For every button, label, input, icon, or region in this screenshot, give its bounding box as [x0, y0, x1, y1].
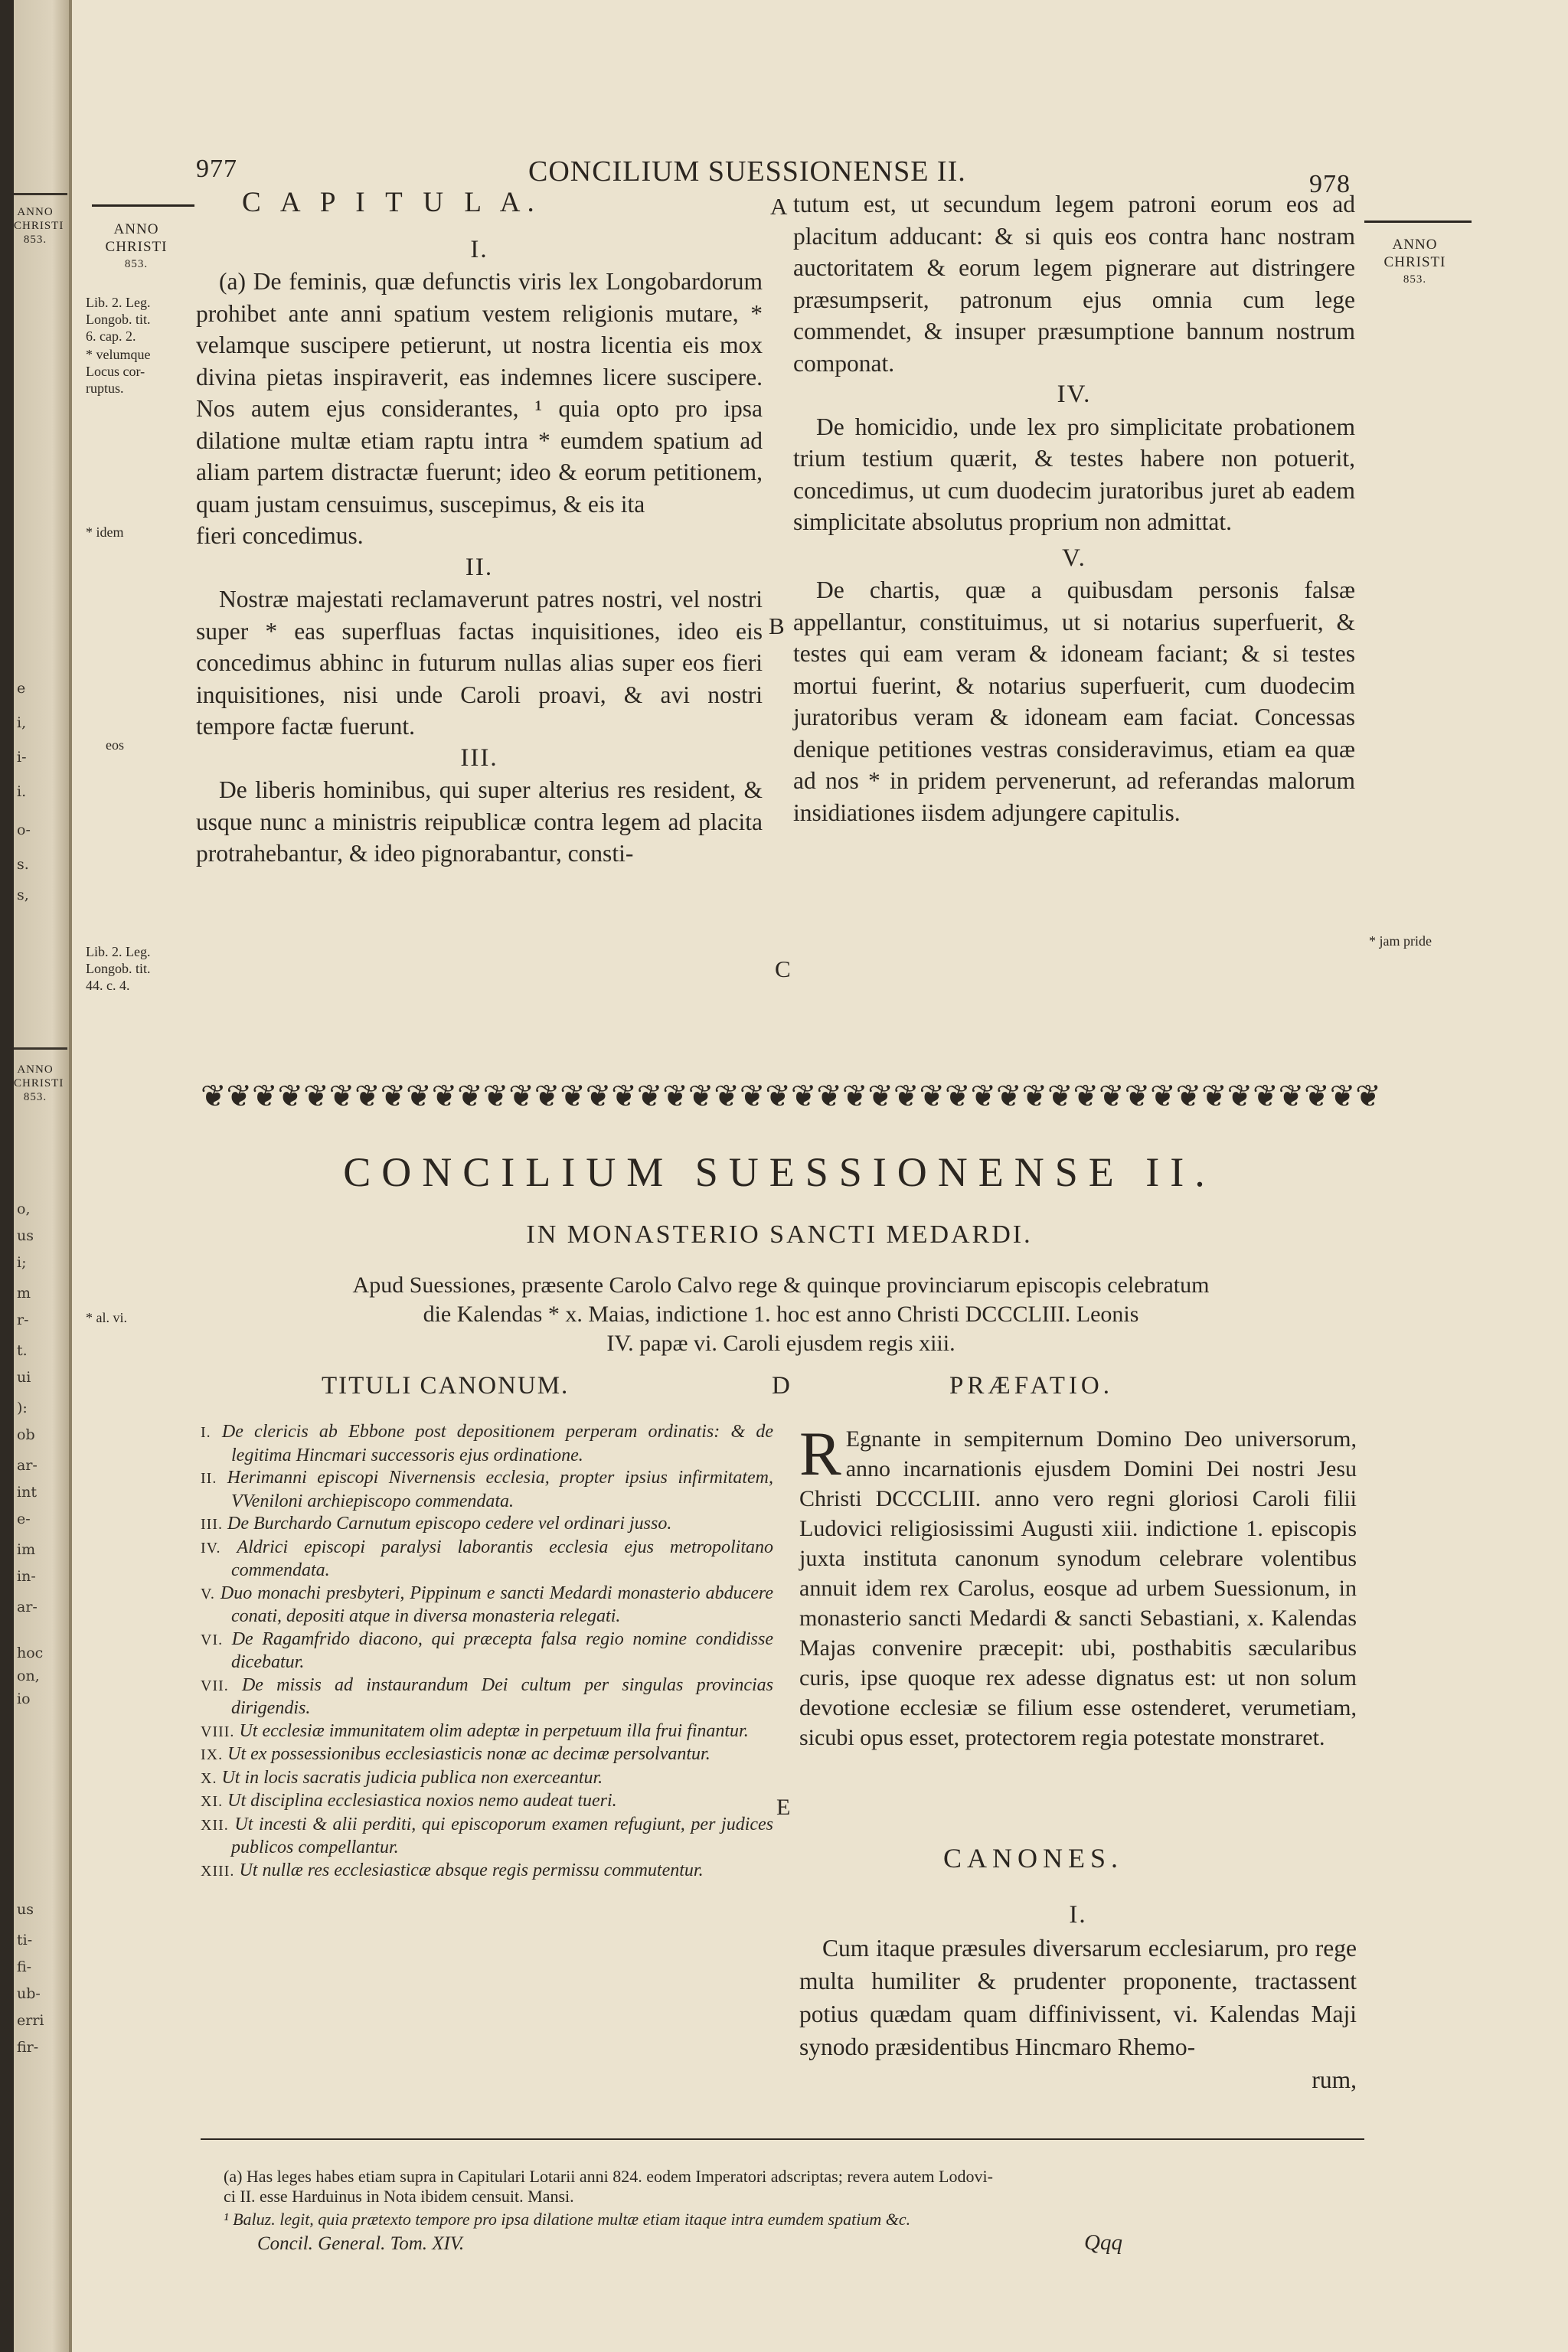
titulus-item	[201, 1720, 773, 1744]
ornament-glyph: ❦	[893, 1079, 920, 1114]
ornament-glyph: ❦	[457, 1079, 483, 1114]
ornament-glyph: ❦	[277, 1079, 304, 1114]
ornament-glyph: ❦	[841, 1079, 868, 1114]
titulus-text: Ut disciplina ecclesiastica noxios nemo audeat tueri.	[227, 1791, 617, 1811]
previous-page-anno: ANNO CHRISTI 853.	[14, 1063, 64, 1103]
section-marker-c: C	[775, 956, 791, 982]
ornament-glyph: ❦	[201, 1079, 227, 1114]
ornament-glyph: ❦	[714, 1079, 740, 1114]
previous-page-fragment: fir-	[17, 2039, 39, 2056]
titulus-text: Ut ecclesiæ immunitatem olim adeptæ in perpetuum illa frui finantur.	[239, 1720, 749, 1741]
page-number-left: 977	[196, 155, 237, 183]
council-title: CONCILIUM SUESSIONENSE II.	[343, 1149, 1216, 1195]
margin-note-idem: * idem	[86, 524, 124, 540]
ornament-glyph: ❦	[688, 1079, 714, 1114]
chapter-number: I.	[470, 235, 488, 263]
previous-page-fragment: in-	[17, 1568, 36, 1585]
anno-christi-right: ANNO CHRISTI 853.	[1383, 237, 1446, 286]
titulus-text: Herimanni episcopi Nivernensis ecclesia, propter ipsius infirmitatem, VVeniloni archiepiscopo commendata.	[227, 1468, 773, 1511]
titulus-text: Ut incesti & alii perditi, qui episcoporum examen refugiunt, per judices publicos compellantur.	[231, 1814, 774, 1857]
titulus-number: IV.	[201, 1539, 237, 1557]
chapter-text: De homicidio, unde lex pro simplicitate probationem trium testium quærit, & testes habere non potuerit, concedimus, ut cum duodecim juratoribus juret ab eadem simplicitate absolutus proprium non admittat.	[793, 413, 1355, 535]
previous-page-fragment: hoc	[17, 1645, 44, 1661]
ornament-glyph: ❦	[1150, 1079, 1176, 1114]
ornament-glyph: ❦	[1175, 1079, 1202, 1114]
ornament-glyph: ❦	[1021, 1079, 1048, 1114]
ornament-glyph: ❦	[611, 1079, 637, 1114]
previous-page-fragment: ob	[17, 1426, 35, 1443]
catchword: rum,	[1312, 2066, 1357, 2093]
ornament-glyph: ❦	[406, 1079, 432, 1114]
previous-page-fragment: m	[17, 1285, 31, 1302]
titulus-item	[201, 1674, 773, 1720]
ornament-glyph: ❦	[431, 1079, 458, 1114]
ornament-glyph: ❦	[662, 1079, 688, 1114]
titulus-item	[201, 1767, 773, 1791]
titulus-text: De missis ad instaurandum Dei cultum per singulas provincias dirigendis.	[231, 1674, 773, 1718]
canon-number: I.	[1069, 1901, 1087, 1929]
ornament-glyph: ❦	[534, 1079, 560, 1114]
page-edge	[69, 0, 72, 2352]
ornament-glyph: ❦	[1099, 1079, 1125, 1114]
titulus-item	[201, 1583, 773, 1628]
titulus-text: De Burchardo Carnutum episcopo cedere vel ordinari jusso.	[227, 1514, 672, 1534]
previous-page-rule	[14, 1047, 67, 1050]
ornament-glyph: ❦	[765, 1079, 791, 1114]
running-title: CONCILIUM SUESSIONENSE II.	[528, 155, 966, 188]
titulus-item	[201, 1421, 773, 1467]
left-column	[196, 187, 763, 870]
section-marker-e: E	[776, 1795, 791, 1820]
chapter-number: II.	[465, 553, 494, 581]
ornament-glyph: ❦	[1304, 1079, 1330, 1114]
ornament-glyph: ❦	[252, 1079, 278, 1114]
titulus-number: X.	[201, 1769, 222, 1787]
titulus-item	[201, 1814, 773, 1860]
chapter-number: V.	[1062, 544, 1086, 572]
anno-rule-left	[92, 204, 194, 207]
previous-page-fragment: fi-	[17, 1958, 32, 1975]
chapter-text: (a) De feminis, quæ defunctis viris lex Longobardorum prohibet ante anni spatium vestem religionis mutare, * velamque suscipere petierunt, ut nostra licentia eis mox divina pietas inspiraverit, eas indemnes licere suscipere. Nos autem ejus considerantes, ¹ quia opto pro ipsa dilatione multæ etiam raptu intra * eumdem spatium ad aliam partem distractæ fuerunt; ideo & eorum petitionem, quam justam censuimus, suscepimus, & eis ita	[196, 268, 763, 518]
ornament-glyph: ❦	[226, 1079, 253, 1114]
ornament-glyph: ❦	[1355, 1079, 1381, 1114]
ornament-glyph: ❦	[970, 1079, 996, 1114]
ornament-glyph: ❦	[303, 1079, 329, 1114]
anno-rule-right	[1364, 220, 1472, 223]
margin-note-corrupt: * velumque Locus cor- ruptus.	[86, 347, 151, 396]
previous-page-fragment: ar-	[17, 1599, 38, 1615]
ornament-glyph: ❦	[1047, 1079, 1073, 1114]
titulus-text: Duo monachi presbyteri, Pippinum e sancti Medardi monasterio abducere conati, depositi atque in diversa monasteria relegati.	[220, 1583, 773, 1626]
titulus-text: De clericis ab Ebbone post depositionem perperam ordinatis: & de legitima Hincmari successoris ejus ordinatione.	[221, 1422, 773, 1465]
praefatio	[799, 1419, 1357, 1753]
titulus-number: III.	[201, 1516, 227, 1533]
ornament-glyph: ❦	[1227, 1079, 1253, 1114]
canones-heading: CANONES.	[943, 1843, 1124, 1873]
previous-page-fragment: s,	[17, 887, 29, 903]
margin-note-al: * al. vi.	[86, 1310, 127, 1325]
titulus-item	[201, 1537, 773, 1583]
footnote-b: ¹ Baluz. legit, quia prætexto tempore pro ipsa dilatione multæ etiam itaque intra eumdem spatium &c.	[224, 2210, 911, 2229]
ornament-glyph: ❦	[995, 1079, 1022, 1114]
previous-page-fragment: on,	[17, 1668, 40, 1684]
previous-page-fragment: erri	[17, 2012, 44, 2029]
previous-page-fragment: s.	[17, 856, 29, 873]
previous-page-fragment: io	[17, 1690, 31, 1707]
previous-page-fragment: i.	[17, 783, 27, 800]
titulus-number: I.	[201, 1424, 222, 1441]
previous-page-fragment: i;	[17, 1254, 27, 1271]
council-subtitle: IN MONASTERIO SANCTI MEDARDI.	[526, 1220, 1033, 1249]
margin-note-right: * jam pride	[1369, 933, 1432, 949]
previous-page-fragment: us	[17, 1901, 34, 1918]
ornament-glyph: ❦	[354, 1079, 381, 1114]
footer-gathering-mark: Qqq	[1084, 2230, 1122, 2255]
ornament-glyph: ❦	[816, 1079, 842, 1114]
previous-page-fragment: o-	[17, 822, 31, 838]
chapter-text: De liberis hominibus, qui super alterius res resident, & usque nunc a ministris reipublicæ contra legem ad placita protrahebantur, & ideo pignorabantur, consti-	[196, 776, 763, 867]
titulus-item	[201, 1628, 773, 1674]
titulus-number: II.	[201, 1470, 227, 1487]
drop-cap: R	[799, 1419, 841, 1488]
ornament-glyph: ❦	[560, 1079, 586, 1114]
previous-page-fragment: im	[17, 1541, 36, 1558]
margin-note-lib-2: Lib. 2. Leg. Longob. tit. 44. c. 4.	[86, 944, 151, 993]
previous-page-fragment: e-	[17, 1511, 31, 1527]
chapter-text: De chartis, quæ a quibusdam personis falsæ appellantur, constituimus, ut si notarius superfuerit, & testes qui eam veram & idoneam faciant; & si testes mortui fuerint, & notarius superfuerit, cum duodecim juratoribus veram & idoneam eam faciat. Concessas denique petitiones vestras consideravimus, etiam ea quæ ad nos * in pridem pervenerunt, ad referandas malorum insidiationes iisdem adjungere capitulis.	[793, 577, 1355, 826]
praefatio-text: R Egnante in sempiternum Domino Deo universorum, anno incarnationis ejusdem Domini Dei nostri Jesu Christi DCCCLIII. anno vero regni gloriosi Caroli filii Ludovici religiosissimi Augusti xiii. indictione 1. episcopis juxta instituta canonum synodum celebrare volentibus annuit idem rex Carolus, eosque ad urbem Suessionum, in monasterio sancti Medardi & sancti Sebastiani, x. Kalendas Majas convenire præcepit: ubi, posthabitis sæcularibus curis, ipse quoque rex adesse dignatus est: ut non solum devotione ecclesiæ se filium esse ostenderet, verumetiam, sicubi opus esset, protectorem regia potestate monstraret.	[799, 1419, 1357, 1750]
titulus-text: De Ragamfrido diacono, qui præcepta falsa regio nomine condidisse dicebatur.	[231, 1628, 773, 1672]
section-marker-b: B	[769, 612, 785, 639]
previous-page-fragment: ar-	[17, 1457, 38, 1474]
previous-page-fragment: e	[17, 680, 26, 697]
footnote-rule	[201, 2138, 1364, 2140]
ornament-glyph: ❦	[1073, 1079, 1099, 1114]
ornament-glyph: ❦	[1329, 1079, 1356, 1114]
chapter-text: tutum est, ut secundum legem patroni eorum eos ad placitum adducant: & si quis eos contra hanc nostram auctoritatem & eorum legem pignerare aut distringere præsumpserit, patronum ejus omnia cum lege commendet, & insuper præsumptione bannum nostrum componat.	[793, 191, 1355, 377]
previous-page-fragment: us	[17, 1227, 34, 1244]
titulus-number: XIII.	[201, 1862, 240, 1880]
previous-page-anno: ANNO CHRISTI 853.	[14, 206, 64, 246]
titulus-item	[201, 1860, 773, 1883]
previous-page-fragment: ):	[17, 1400, 28, 1416]
titulus-item	[201, 1513, 773, 1537]
previous-page-fragment: i,	[17, 714, 27, 731]
chapter-text: fieri concedimus.	[196, 522, 364, 549]
footer-signature-line: Concil. General. Tom. XIV.	[257, 2233, 465, 2254]
capitula-heading: C A P I T U L A.	[242, 187, 541, 218]
titulus-text: Aldrici episcopi paralysi laborantis ecclesia ejus metropolitano commendata.	[231, 1537, 773, 1580]
tituli-list	[201, 1421, 773, 1883]
previous-page-fragment: int	[17, 1484, 37, 1501]
binding-gutter	[0, 0, 14, 2352]
titulus-number: XI.	[201, 1793, 228, 1810]
section-marker-a: A	[770, 193, 788, 220]
previous-page-fragment: ui	[17, 1369, 31, 1386]
titulus-number: V.	[201, 1585, 220, 1602]
titulus-number: IX.	[201, 1746, 228, 1763]
ornament-glyph: ❦	[1201, 1079, 1227, 1114]
ornament-glyph: ❦	[867, 1079, 893, 1114]
canon-text: Cum itaque præsules diversarum ecclesiarum, pro rege multa humiliter & prudenter proponente, tractassent potius quædam quam diffinivissent, vi. Kalendas Maji synodo præsidentibus Hincmaro Rhemo-	[799, 1935, 1357, 2060]
previous-page-fragment: ti-	[17, 1932, 33, 1949]
titulus-text: Ut in locis sacratis judicia publica non exerceantur.	[221, 1767, 603, 1788]
chapter-number: III.	[460, 743, 498, 772]
ornament-glyph: ❦	[790, 1079, 817, 1114]
chapter-text: Nostræ majestati reclamaverunt patres nostri, vel nostri super * eas superfluas factas inquisitiones, ideo eis concedimus abhinc in futurum nullas alias super eos fieri inquisitiones, nisi unde Caroli proavi, & avi nostri tempore factæ fuerunt.	[196, 586, 763, 740]
titulus-item	[201, 1790, 773, 1814]
previous-page-rule	[14, 193, 67, 195]
praefatio-heading: PRÆFATIO.	[949, 1372, 1114, 1400]
previous-page-fragment: i-	[17, 749, 27, 766]
ornament-glyph: ❦	[508, 1079, 534, 1114]
ornament-glyph: ❦	[328, 1079, 355, 1114]
ornament-glyph: ❦	[482, 1079, 509, 1114]
previous-page-fragment: o,	[17, 1200, 31, 1217]
ornament-glyph: ❦	[944, 1079, 971, 1114]
previous-page-fragment: ub-	[17, 1985, 41, 2002]
ornament-glyph: ❦	[1278, 1079, 1305, 1114]
titulus-item	[201, 1743, 773, 1767]
right-column	[793, 188, 1355, 828]
anno-christi-left: ANNO CHRISTI 853.	[105, 221, 168, 270]
footnote-a: (a) Has leges habes etiam supra in Capitulari Lotarii anni 824. eodem Imperatori adscriptas; revera autem Lodovi- ci II. esse Harduinus in Nota ibidem censuit. Mansi.	[224, 2167, 993, 2206]
ornament-glyph: ❦	[739, 1079, 766, 1114]
titulus-number: XII.	[201, 1816, 235, 1834]
ornament-glyph: ❦	[1124, 1079, 1151, 1114]
previous-page-fragment: r-	[17, 1312, 29, 1328]
canon-1	[799, 1899, 1357, 2096]
chapter-number: IV.	[1057, 381, 1092, 408]
page-number-right: 978	[1309, 170, 1351, 198]
previous-page-fragment: t.	[17, 1342, 28, 1359]
titulus-text: Ut ex possessionibus ecclesiasticis nonæ ac decimæ persolvantur.	[227, 1744, 710, 1764]
titulus-text: Ut nullæ res ecclesiasticæ absque regis permissu commutentur.	[239, 1860, 704, 1880]
ornament-glyph: ❦	[380, 1079, 407, 1114]
ornament-glyph: ❦	[919, 1079, 945, 1114]
margin-note-eos: eos	[106, 737, 124, 753]
ornament-glyph: ❦	[636, 1079, 663, 1114]
council-dateline: Apud Suessiones, præsente Carolo Calvo rege & quinque provinciarum episcopis celebratum die Kalendas * x. Maias, indictione 1. hoc est anno Christi DCCCLIII. Leonis IV. papæ vi. Caroli ejusdem regis xiii.	[352, 1272, 1210, 1356]
ornament-band	[201, 1072, 1381, 1121]
titulus-item	[201, 1467, 773, 1513]
titulus-number: VI.	[201, 1631, 232, 1648]
ornament-glyph: ❦	[585, 1079, 612, 1114]
ornament-glyph: ❦	[1253, 1079, 1279, 1114]
titulus-number: VII.	[201, 1677, 242, 1694]
titulus-number: VIII.	[201, 1723, 240, 1740]
section-marker-d: D	[772, 1372, 790, 1400]
margin-note-lib: Lib. 2. Leg. Longob. tit. 6. cap. 2.	[86, 295, 151, 344]
tituli-heading: TITULI CANONUM.	[322, 1372, 570, 1400]
